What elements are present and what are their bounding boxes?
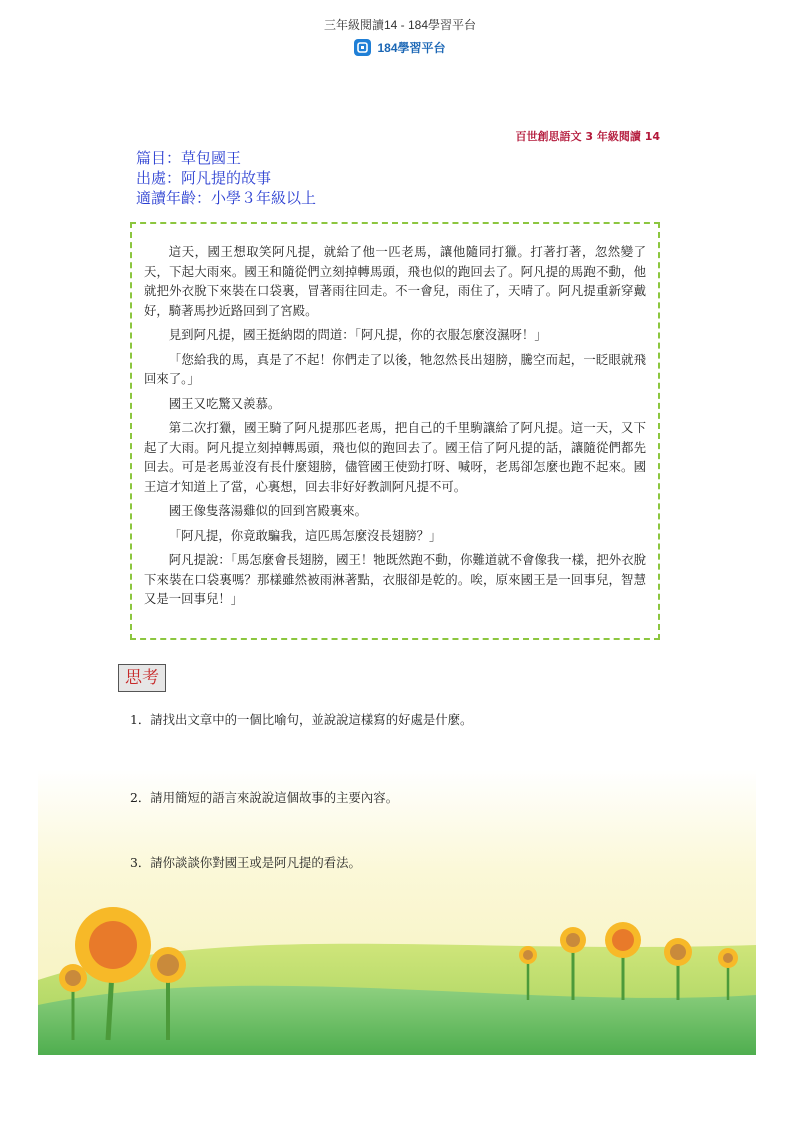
article-meta (136, 148, 316, 208)
story-paragraph: 這天，國王想取笑阿凡提，就給了他一匹老馬，讓他隨同打獵。打著打著，忽然變了天，下起大雨來。國王和隨從們立刻掉轉馬頭，飛也似的跑回去了。阿凡提的馬跑不動，他就把外衣脫下來裝在口袋裏，冒著雨往回走。不一會兒，雨住了，天晴了。阿凡提重新穿戴好，騎著馬抄近路回到了宮殿。 (144, 244, 646, 318)
page-title: 三年級閱讀14 - 184學習平台 (323, 18, 477, 32)
think-label: 思考 (118, 664, 166, 692)
story-paragraph: 國王像隻落湯雞似的回到宮殿裏來。 (168, 503, 368, 518)
question-1: 1．請找出文章中的一個比喻句，並說說這樣寫的好處是什麼。 (130, 712, 473, 727)
question-2: 2．請用簡短的語言來說說這個故事的主要內容。 (130, 790, 399, 805)
story-paragraph: 國王又吃驚又羨慕。 (168, 395, 281, 411)
series-label: 百世創思語文 3 年級閱讀 14 (515, 130, 660, 143)
sunflower-field-illustration (38, 770, 756, 1055)
brand-name: 184學習平台 (377, 41, 446, 55)
brand-logo-icon (354, 39, 371, 56)
story-paragraph: 阿凡提說：「馬怎麼會長翅膀，國王！牠既然跑不動，你難道就不會像我一樣，把外衣脫下來裝在口袋裏嗎？那樣雖然被雨淋著點，衣服卻是乾的。唉，原來國王是一回事兒，智慧又是一回事兒！」 (144, 552, 646, 606)
reading-age: 適讀年齡：小學３年級以上 (136, 189, 317, 207)
article-title: 篇目：草包國王 (136, 149, 242, 167)
story-box (130, 222, 660, 640)
brand-header (0, 38, 800, 57)
question-3: 3．請你談談你對國王或是阿凡提的看法。 (130, 855, 361, 870)
story-paragraph: 第二次打獵，國王騎了阿凡提那匹老馬，把自己的千里駒讓給了阿凡提。這一天，又下起了大雨。阿凡提立刻掉轉馬頭，飛也似的跑回去了。國王信了阿凡提的話，讓隨從們都先回去。可是老馬並沒有長什麼翅膀，儘管國王使勁打呀、喊呀，老馬卻怎麼也跑不起來。國王這才知道上了當，心裏想，回去非好好教訓阿凡提不可。 (144, 420, 646, 494)
story-paragraph: 「阿凡提，你竟敢騙我，這匹馬怎麼沒長翅膀？」 (168, 527, 442, 543)
story-paragraph: 見到阿凡提，國王挺納悶的問道：「阿凡提，你的衣服怎麼沒濕呀！」 (168, 327, 547, 342)
story-paragraph: 「您給我的馬，真是了不起！你們走了以後，牠忽然長出翅膀，騰空而起，一眨眼就飛回來了。」 (144, 351, 646, 386)
article-source: 出處：阿凡提的故事 (136, 169, 272, 187)
